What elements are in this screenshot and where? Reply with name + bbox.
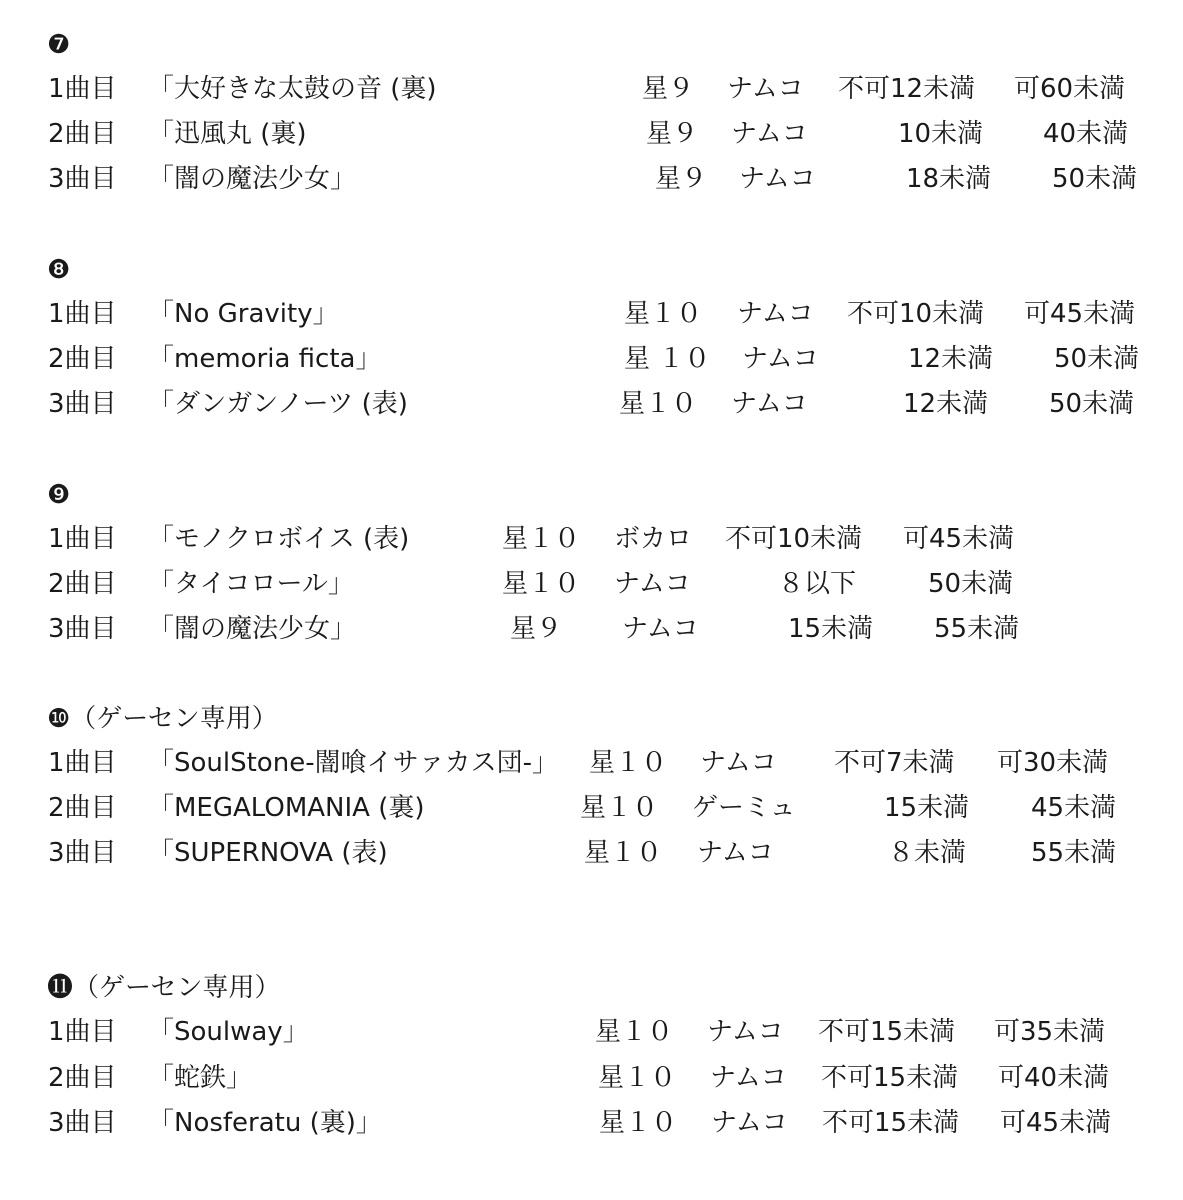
genre: ナムコ [742, 344, 819, 374]
song-row [0, 1014, 1183, 1050]
ok-limit: 55未満 [1031, 838, 1117, 868]
genre: ナムコ [737, 299, 814, 329]
fail-limit: 不可10未満 [725, 524, 863, 554]
song-row [0, 341, 1183, 377]
star-level: 星１０ [624, 299, 703, 329]
fail-limit: 不可15未満 [822, 1108, 960, 1138]
song-row [0, 745, 1183, 781]
section-heading: ⓫（ゲーセン専用） [47, 973, 281, 1003]
song-number: 2曲目 [48, 119, 117, 149]
ok-limit: 50未満 [928, 569, 1014, 599]
song-row [0, 790, 1183, 826]
section-heading: ❼ [47, 30, 71, 60]
song-row [0, 116, 1183, 152]
song-row [0, 386, 1183, 422]
song-title: 「モノクロボイス (表) [148, 524, 410, 554]
song-row [0, 521, 1183, 557]
genre: ナムコ [710, 1063, 787, 1093]
song-number: 2曲目 [48, 344, 117, 374]
fail-limit: 15未満 [884, 793, 970, 823]
song-number: 1曲目 [48, 299, 117, 329]
ok-limit: 50未満 [1052, 164, 1138, 194]
fail-limit: 不可15未満 [818, 1017, 956, 1047]
song-title: 「No Gravity」 [148, 299, 339, 329]
section-heading: ❽ [47, 255, 71, 285]
fail-limit: 18未満 [906, 164, 992, 194]
song-row [0, 1060, 1183, 1096]
song-title: 「memoria ficta」 [148, 344, 382, 374]
star-level: 星９ [642, 74, 695, 104]
fail-limit: ８以下 [778, 569, 857, 599]
song-row [0, 835, 1183, 871]
song-number: 1曲目 [48, 524, 117, 554]
fail-limit: 不可7未満 [834, 748, 955, 778]
genre: ナムコ [731, 119, 808, 149]
ok-limit: 可45未満 [903, 524, 1015, 554]
fail-limit: 不可15未満 [821, 1063, 959, 1093]
song-row [0, 1105, 1183, 1141]
star-level: 星９ [646, 119, 699, 149]
song-title: 「蛇鉄」 [148, 1063, 253, 1093]
star-level: 星１０ [595, 1017, 674, 1047]
song-number: 2曲目 [48, 1063, 117, 1093]
song-number: 3曲目 [48, 614, 117, 644]
section-heading: ❿（ゲーセン専用） [47, 704, 278, 734]
song-row [0, 161, 1183, 197]
star-level: 星１０ [598, 1063, 677, 1093]
ok-limit: 可45未満 [1024, 299, 1136, 329]
fail-limit: 12未満 [903, 389, 989, 419]
song-number: 2曲目 [48, 793, 117, 823]
song-number: 2曲目 [48, 569, 117, 599]
song-title: 「Nosferatu (裏)」 [148, 1108, 382, 1138]
song-title: 「ダンガンノーツ (表) [148, 389, 408, 419]
ok-limit: 可45未満 [1000, 1108, 1112, 1138]
section-heading: ❾ [47, 480, 71, 510]
song-title: 「SUPERNOVA (表) [148, 838, 388, 868]
genre: ナムコ [614, 569, 691, 599]
ok-limit: 45未満 [1031, 793, 1117, 823]
ok-limit: 55未満 [934, 614, 1020, 644]
fail-limit: 不可10未満 [847, 299, 985, 329]
genre: ナムコ [622, 614, 699, 644]
star-level: 星 １０ [624, 344, 711, 374]
song-title: 「タイコロール」 [148, 569, 354, 599]
song-title: 「Soulway」 [148, 1017, 309, 1047]
star-level: 星９ [510, 614, 563, 644]
song-number: 1曲目 [48, 74, 117, 104]
fail-limit: 10未満 [898, 119, 984, 149]
song-number: 1曲目 [48, 1017, 117, 1047]
star-level: 星１０ [599, 1108, 678, 1138]
song-title: 「大好きな太鼓の音 (裏) [148, 74, 437, 104]
ok-limit: 40未満 [1043, 119, 1129, 149]
genre: ナムコ [727, 74, 804, 104]
star-level: 星１０ [589, 748, 668, 778]
genre: ナムコ [707, 1017, 784, 1047]
star-level: 星１０ [502, 524, 581, 554]
ok-limit: 可40未満 [998, 1063, 1110, 1093]
genre: ボカロ [614, 524, 693, 554]
song-row [0, 71, 1183, 107]
star-level: 星１０ [619, 389, 698, 419]
song-title: 「SoulStone-闇喰イサァカス団-」 [148, 748, 558, 778]
song-title: 「迅風丸 (裏) [148, 119, 307, 149]
song-title: 「闇の魔法少女」 [148, 614, 357, 644]
ok-limit: 可60未満 [1014, 74, 1126, 104]
genre: ナムコ [697, 838, 774, 868]
song-number: 1曲目 [48, 748, 117, 778]
song-title: 「闇の魔法少女」 [148, 164, 357, 194]
song-number: 3曲目 [48, 838, 117, 868]
star-level: 星１０ [584, 838, 663, 868]
ok-limit: 50未満 [1054, 344, 1140, 374]
song-title: 「MEGALOMANIA (裏) [148, 793, 425, 823]
song-row [0, 611, 1183, 647]
genre: ナムコ [731, 389, 808, 419]
song-number: 3曲目 [48, 389, 117, 419]
fail-limit: ８未満 [888, 838, 967, 868]
song-row [0, 566, 1183, 602]
star-level: 星９ [655, 164, 708, 194]
fail-limit: 15未満 [788, 614, 874, 644]
genre: ナムコ [711, 1108, 788, 1138]
song-number: 3曲目 [48, 164, 117, 194]
ok-limit: 可35未満 [994, 1017, 1106, 1047]
song-number: 3曲目 [48, 1108, 117, 1138]
ok-limit: 50未満 [1049, 389, 1135, 419]
fail-limit: 不可12未満 [838, 74, 976, 104]
star-level: 星１０ [580, 793, 659, 823]
genre: ナムコ [739, 164, 816, 194]
genre: ナムコ [700, 748, 777, 778]
song-row [0, 296, 1183, 332]
ok-limit: 可30未満 [997, 748, 1109, 778]
star-level: 星１０ [502, 569, 581, 599]
genre: ゲーミュ [692, 793, 796, 823]
fail-limit: 12未満 [908, 344, 994, 374]
